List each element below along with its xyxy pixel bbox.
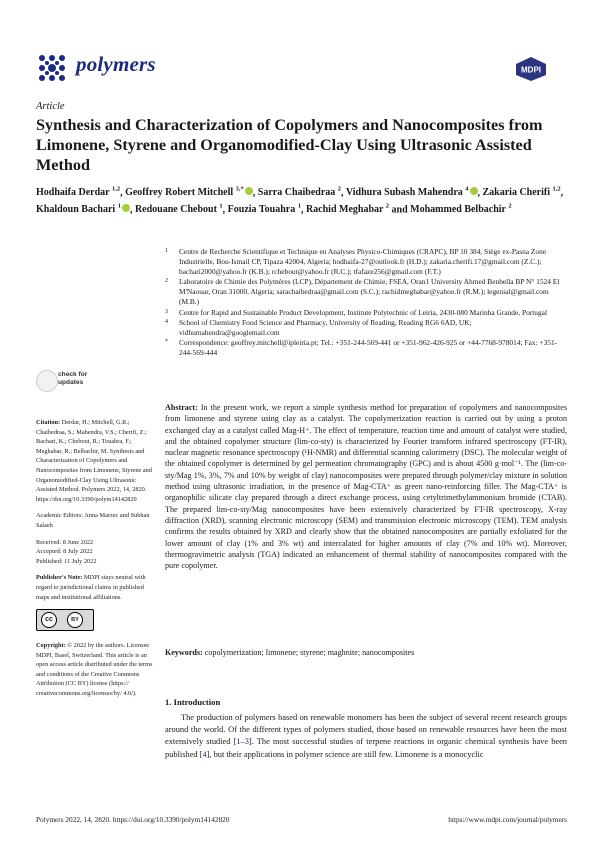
footer-journal-link[interactable]: https://www.mdpi.com/journal/polymers: [448, 815, 567, 824]
paper-title: Synthesis and Characterization of Copolymers and Nanocomposites from Limonene, Styrene and Organomodified-Clay Using Ultrasonic Assisted Method: [36, 116, 543, 174]
journal-name: polymers: [76, 52, 156, 76]
copyright-label: Copyright:: [36, 642, 66, 650]
affiliation-text: Laboratoire de Chimie des Polymères (LCP), Département de Chimie, FSEA, Oran1 University Ahmed Benbella BP N° 1524 El M'Naouar, Oran 31000, Algeria; sarachaibedraa@gmail.com (S.C.); rachidmeghabar@yahoo.fr (R.M.); legenial@gmail.com (M.B.): [179, 277, 560, 307]
citation-label: Citation:: [36, 419, 61, 426]
author: [125, 187, 253, 198]
abstract: [165, 402, 567, 571]
affiliation-item: [165, 247, 567, 277]
intro-paragraph: [165, 712, 567, 761]
copyright-text: © 2022 by the authors. Licensee MDPI, Basel, Switzerland. This article is an open access article distributed under the terms and conditions of the Creative Commons Attribution (CC BY) license (https:// creativecommons.org/licenses/by/ 4.0/).: [36, 642, 153, 698]
cc-by-license-badge[interactable]: [36, 609, 94, 631]
author: [306, 204, 389, 215]
author-affiliation-mark: 2: [385, 202, 390, 210]
affiliation-number: 2: [165, 278, 168, 285]
author: [258, 187, 341, 198]
keywords-text: copolymerization; limonene; styrene; maghnite; nanocomposites: [204, 648, 415, 657]
author: [410, 204, 511, 215]
author-affiliation-mark: 1,2: [111, 186, 121, 193]
citation-block: [36, 418, 154, 504]
orcid-icon[interactable]: [122, 204, 130, 212]
author-name: Zakaria Cherifi: [482, 187, 551, 199]
author-name: Khaldoun Bachari: [36, 204, 116, 216]
keywords-label: Keywords:: [165, 648, 203, 657]
affiliation-item: [165, 338, 567, 358]
affiliation-text: Correspondence: geoffrey.mitchell@ipleiria.pt; Tel.: +351-244-569-441 or +351-962-426-925 or +44-7768-978014; Fax: +351-244-569-444: [179, 337, 558, 357]
check-for-updates-button[interactable]: [36, 370, 106, 398]
author-affiliation-mark: 4: [465, 186, 469, 193]
mdpi-logo-text: MDPI: [521, 65, 541, 75]
mdpi-logo-icon: [514, 56, 548, 82]
author: [228, 204, 301, 215]
abstract-text: In the present work, we report a simple synthesis method for preparation of copolymers and nanocomposites from limonene and styrene using clay as a catalyst. The copolymerization reaction is carried out by using a proton exchanged clay as a catalyst called Mag-H⁺. The effect of temperature, reaction time and amount of catalyst were studied, and the obtained copolymer structure (lim-co-sty) is characterized by Fourier transform infrared spectroscopy (FT-IR), nuclear magnetic resonance spectroscopy (¹H-NMR) and differential scanning calorimetry (DSC). The molecular weight of the obtained copolymer is determined by gel permeation chromatography (GPC) and is about 4500 g·mol⁻¹. The (lim-co-sty/Mag 1%, 3%, 7% and 10% by weight of clay) nanocomposites were prepared through polymer/clay mixture in solution method using ultrasonic irradiation, in the presence of Mag-CTA⁺ as green nano-reinforcing filler. The Mag-CTA⁺ is organophilic silicate clay prepared through a direct exchange process, using cetyltrimethylammonium bromide (CTAB). The prepared lim-co-sty/Mag nanocomposites have been extensively characterized by FT-IR spectroscopy, X-ray diffraction (XRD), scanning electronic microscopy (SEM) and transmission electronic microscopy (TEM). TEM analysis confirms the results obtained by XRD and clearly show that the obtained nanocomposites are partially exfoliated for the lower amount of clay (1% and 3% wt) and intercalated for higher amounts of clay (7% and 10% wt). Moreover, thermogravimetric analysis (TGA) indicated an enhancement of thermal stability of nanocomposites compared with the pure copolymer.: [165, 403, 567, 571]
author-name: Redouane Chebout: [134, 204, 217, 216]
author-name: Geoffrey Robert Mitchell: [125, 187, 234, 199]
by-icon: BY: [67, 612, 83, 628]
keywords: [165, 647, 567, 658]
author: [36, 204, 130, 215]
section-heading: 1. Introduction: [165, 697, 221, 707]
affiliation-number: 4: [165, 318, 168, 325]
affiliation-number: 3: [165, 308, 168, 315]
sidebar: [36, 418, 154, 706]
publisher-note-text: MDPI stays neutral with regard to jurisdictional claims in published maps and institutional affiliations.: [36, 574, 146, 601]
author-name: Sarra Chaibedraa: [257, 187, 336, 199]
accepted-date: Accepted: 8 July 2022: [36, 548, 93, 556]
affiliation-item: [165, 308, 567, 318]
citation-text: Derdar, H.; Mitchell, G.R.; Chaibedraa, S.; Mahendra, V.S.; Cherifi, Z.; Bachari, K.; Chebout, R.; Touahra, F.; Meghabar, R.; Belbachir, M. Synthesis and Characterization of Copolymers and Nanocomposites from Limonene, Styrene and Organomodified-Clay Using Ultrasonic Assisted Method. Polymers 2022, 14, 2820. https://doi.org/10.3390/polym14142820: [36, 419, 152, 503]
author: [135, 204, 223, 215]
reference-link[interactable]: 1–3: [236, 737, 249, 747]
orcid-icon[interactable]: [470, 187, 478, 195]
intro-text-3: ], but their applications in polymer science are still few. Limonene is a monocyclic: [206, 749, 484, 759]
author-name: Hodhaifa Derdar: [36, 187, 110, 199]
received-date: Received: 8 June 2022: [36, 538, 94, 546]
cc-icon: cc: [41, 612, 57, 628]
copyright-block: [36, 641, 154, 699]
article-type: Article: [36, 101, 65, 112]
affiliations: [165, 247, 567, 358]
abstract-label: Abstract:: [165, 403, 198, 412]
affiliation-text: School of Chemistry Food Science and Pharmacy, University of Reading, Reading RG6 6AD, UK; vidhumahendra@googlemail.com: [179, 317, 472, 337]
footer-citation: Polymers 2022, 14, 2820. https://doi.org/10.3390/polym14142820: [36, 815, 230, 824]
orcid-icon[interactable]: [245, 187, 253, 195]
check-updates-icon: [36, 370, 58, 392]
author-name: Rachid Meghabar: [305, 204, 384, 216]
check-updates-line1: check for: [58, 371, 88, 378]
affiliation-text: Centre for Rapid and Sustainable Product Development, Institute Polytechnic of Leiria, 2430-080 Marinha Grande, Portugal: [179, 307, 548, 317]
author-name: Fouzia Touahra: [227, 204, 296, 216]
author-affiliation-mark: 2: [508, 202, 512, 210]
intro-text-1: The production of polymers based on renewable monomers has been the subject of several recent research groups around the world. Of the different types of polymers studied, those based on renewable resources have been the most extensively studied [: [165, 713, 567, 747]
published-date: Published: 11 July 2022: [36, 557, 97, 565]
author-name: Vidhura Subash Mahendra: [345, 187, 463, 199]
publisher-note: [36, 573, 154, 602]
author: [346, 187, 478, 198]
affiliation-item: [165, 318, 567, 338]
affiliation-item: [165, 277, 567, 307]
reference-link[interactable]: 4: [202, 749, 207, 759]
author: [36, 187, 120, 198]
journal-logo-icon: [36, 52, 68, 84]
author-name: Mohammed Belbachir: [410, 204, 506, 216]
affiliation-number: *: [165, 338, 168, 345]
author-affiliation-mark: 1: [117, 202, 121, 210]
academic-editors: Academic Editors: Anna Marzec and Subhan Salaeh: [36, 512, 150, 529]
publisher-note-label: Publisher's Note:: [36, 574, 83, 582]
author-list: Hodhaifa Derdar $^{1,2}$, Geoffrey Robert Mitchell $^{3,*}$ , Sarra Chaibedraa $^2$, Vidhura Subash Mahendra $^4$ , Zakaria Cherifi $^{1,2}$, Khaldoun Bachari $^1$ , Redouane Chebout $^1$, Fouzia Touahra $^1$, Rachid Meghabar $^2$ and Mohammed Belbachir $^2$: [36, 186, 564, 216]
affiliation-text: Centre de Recherche Scientifique et Technique en Analyses Physico-Chimiques (CRAPC), BP 10 384, Siège ex-Pasna Zone Industrielle, Bou-Ismail CP, Tipaza 42004, Algeria; hodhaifa-27@outlook.fr (H.D.); zakaria.cherifi.17@gmail.com (Z.C.); bachari2000@yahoo.fr (K.B.); rchebout@yahoo.fr (R.C.); tfafaze256@gmail.com (F.T.): [179, 247, 547, 277]
check-updates-line2: updates: [58, 378, 84, 386]
author-affiliation-mark: 3,*: [235, 186, 244, 193]
author-affiliation-mark: 1: [297, 202, 301, 210]
author-affiliation-mark: 2: [337, 186, 342, 193]
author: [483, 187, 561, 198]
affiliation-number: 1: [165, 248, 168, 254]
intro-text-2: ]. The most successful studies of terpene reactions in organic chemical synthesis have been published [: [165, 737, 567, 759]
author-affiliation-mark: 1: [219, 202, 223, 210]
author-affiliation-mark: 1,2: [552, 186, 561, 193]
